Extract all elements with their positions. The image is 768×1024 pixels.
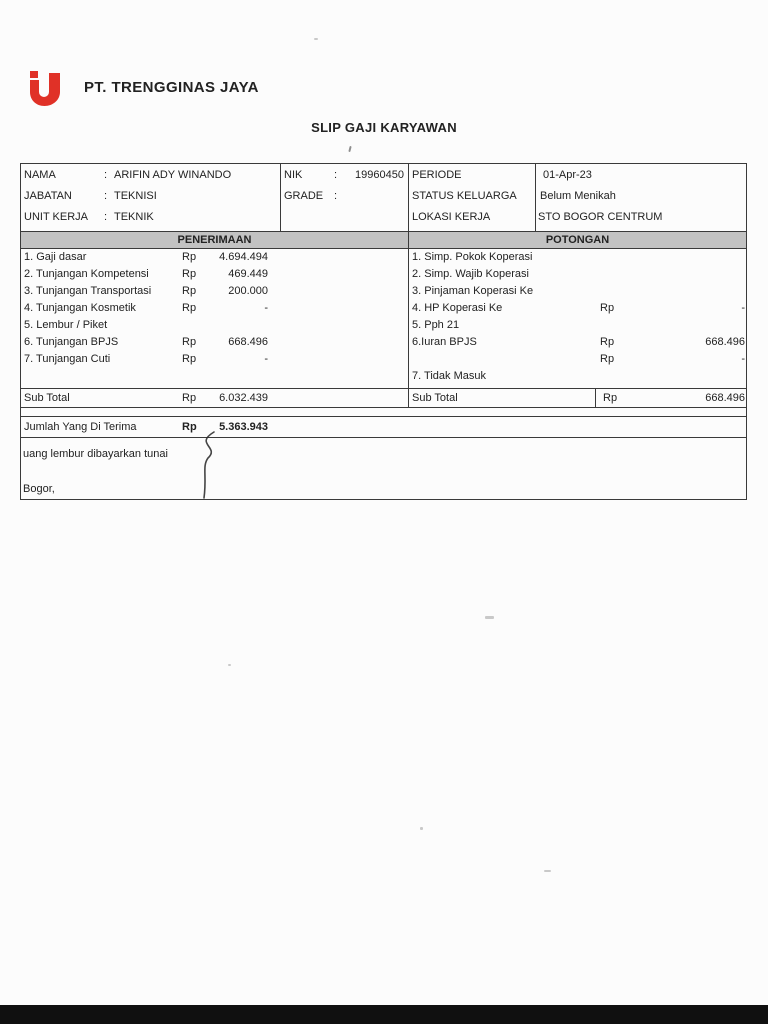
amount: 200.000 — [228, 285, 268, 297]
table-border — [408, 231, 409, 248]
company-name: PT. TRENGGINAS JAYA — [84, 79, 259, 96]
table-border — [408, 163, 409, 407]
slip-table — [20, 163, 747, 500]
amount: 668.496 — [228, 336, 268, 348]
colon: : — [104, 169, 108, 181]
scan-speck — [228, 664, 231, 666]
signature-stroke — [186, 430, 226, 502]
scan-speck — [348, 146, 351, 152]
header-potongan: POTONGAN — [545, 234, 610, 246]
total-amount: 5.363.943 — [219, 421, 268, 433]
header-penerimaan: PENERIMAAN — [177, 234, 252, 246]
currency: Rp — [603, 392, 618, 404]
table-border — [20, 388, 747, 389]
value-nama: ARIFIN ADY WINANDO — [114, 169, 232, 181]
label-lokasi-kerja: LOKASI KERJA — [412, 211, 491, 223]
potongan-item: 7. Tidak Masuk — [412, 370, 486, 382]
footer-city: Bogor, — [23, 483, 55, 495]
table-border — [20, 499, 747, 500]
colon: : — [104, 190, 108, 202]
potongan-item: 4. HP Koperasi Ke — [412, 302, 503, 314]
table-border — [20, 248, 747, 249]
subtotal-penerimaan-amount: 6.032.439 — [219, 392, 268, 404]
currency: Rp — [182, 336, 197, 348]
colon: : — [104, 211, 108, 223]
penerimaan-item: 5. Lembur / Piket — [24, 319, 108, 331]
currency: Rp — [182, 421, 197, 433]
amount: 668.496 — [705, 336, 745, 348]
currency: Rp — [182, 251, 197, 263]
amount: - — [264, 353, 268, 365]
label-periode: PERIODE — [412, 169, 462, 181]
amount: 469.449 — [228, 268, 268, 280]
colon: : — [334, 169, 338, 181]
currency: Rp — [182, 392, 197, 404]
table-border — [746, 163, 747, 500]
currency: Rp — [182, 302, 197, 314]
potongan-item: 1. Simp. Pokok Koperasi — [412, 251, 533, 263]
label-grade: GRADE — [284, 190, 324, 202]
potongan-item: 2. Simp. Wajib Koperasi — [412, 268, 529, 280]
value-nik: 19960450 — [355, 169, 404, 181]
amount: - — [741, 302, 745, 314]
scan-edge-bar — [0, 1005, 768, 1024]
currency: Rp — [600, 353, 615, 365]
amount: - — [741, 353, 745, 365]
label-jabatan: JABATAN — [24, 190, 72, 202]
subtotal-penerimaan-label: Sub Total — [24, 392, 70, 404]
total-label: Jumlah Yang Di Terima — [24, 421, 137, 433]
document-title: SLIP GAJI KARYAWAN — [311, 120, 457, 135]
table-border — [280, 163, 281, 231]
table-border — [20, 416, 747, 417]
potongan-item: 5. Pph 21 — [412, 319, 460, 331]
value-periode: 01-Apr-23 — [543, 169, 592, 181]
scan-speck — [420, 827, 423, 830]
currency: Rp — [182, 285, 197, 297]
penerimaan-item: 1. Gaji dasar — [24, 251, 87, 263]
label-status-keluarga: STATUS KELUARGA — [412, 190, 517, 202]
penerimaan-item: 7. Tunjangan Cuti — [24, 353, 111, 365]
scan-speck — [485, 616, 494, 619]
scan-speck — [314, 38, 318, 40]
label-unit-kerja: UNIT KERJA — [24, 211, 88, 223]
value-status-keluarga: Belum Menikah — [540, 190, 616, 202]
label-nama: NAMA — [24, 169, 56, 181]
value-lokasi-kerja: STO BOGOR CENTRUM — [538, 211, 663, 223]
label-nik: NIK — [284, 169, 303, 181]
currency: Rp — [600, 302, 615, 314]
table-border — [20, 407, 747, 408]
subtotal-potongan-label: Sub Total — [412, 392, 458, 404]
table-border — [20, 163, 21, 500]
currency: Rp — [182, 268, 197, 280]
subtotal-potongan-amount: 668.496 — [705, 392, 745, 404]
potongan-item: 3. Pinjaman Koperasi Ke — [412, 285, 534, 297]
table-border — [535, 163, 536, 231]
penerimaan-item: 6. Tunjangan BPJS — [24, 336, 119, 348]
amount: 4.694.494 — [219, 251, 268, 263]
penerimaan-item: 2. Tunjangan Kompetensi — [24, 268, 149, 280]
value-unit-kerja: TEKNIK — [114, 211, 154, 223]
amount: - — [264, 302, 268, 314]
table-border — [20, 437, 747, 438]
penerimaan-item: 4. Tunjangan Kosmetik — [24, 302, 136, 314]
footer-note: uang lembur dibayarkan tunai — [23, 448, 168, 460]
company-logo-icon — [27, 70, 63, 106]
potongan-item: 6.Iuran BPJS — [412, 336, 477, 348]
colon: : — [334, 190, 338, 202]
currency: Rp — [182, 353, 197, 365]
penerimaan-item: 3. Tunjangan Transportasi — [24, 285, 152, 297]
currency: Rp — [600, 336, 615, 348]
scan-speck — [544, 870, 551, 872]
value-jabatan: TEKNISI — [114, 190, 157, 202]
table-border — [595, 388, 596, 407]
table-border — [20, 163, 747, 164]
